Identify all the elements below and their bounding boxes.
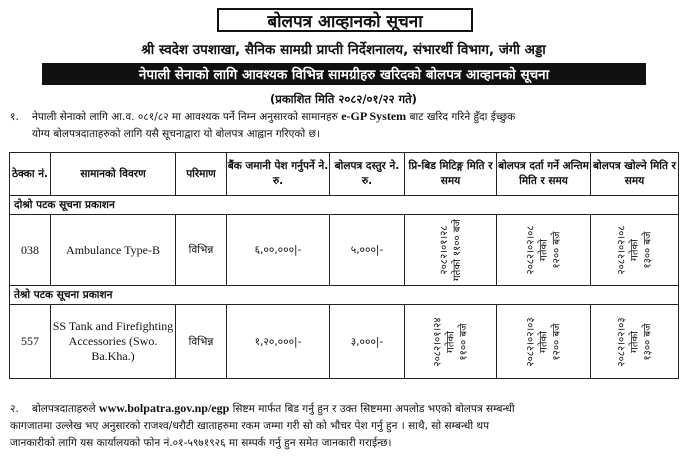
notice-banner — [42, 63, 646, 85]
prebid-date: २०८२।०१।२४ — [432, 316, 443, 367]
paragraph-2-text-after: सिष्टम मार्फत बिड गर्नु हुन र उक्त सिष्टममा अपलोड भएको बोलपत्र सम्बन्धी — [232, 403, 515, 415]
item-description: SS Tank and Firefighting Accessories (Swo. Ba.Kha.) — [51, 305, 176, 379]
item-description: Ambulance Type-B — [51, 215, 176, 286]
submission-deadline — [497, 215, 591, 286]
notice-title — [217, 8, 473, 32]
prebid-date: २०८२।०१।२८ — [438, 225, 450, 275]
opening-day: गतेको — [629, 239, 640, 261]
paragraph-1-line-1 — [10, 108, 677, 126]
header-opening-date: बोलपत्र खोल्ने मिति र समय — [591, 153, 679, 196]
paragraph-1 — [10, 108, 677, 143]
paragraph-2-line-1 — [10, 400, 677, 418]
opening-date — [591, 305, 679, 379]
opening-date-value: २०८२।०२।०८ — [616, 225, 627, 275]
section-row — [10, 286, 679, 305]
notice-title-text: बोलपत्र आव्हानको सूचना — [267, 11, 423, 32]
opening-time: १३०० बजे — [642, 322, 653, 361]
deadline-day: गतेको — [538, 330, 549, 353]
prebid-day: गतेको — [445, 330, 456, 353]
table-header-row — [10, 153, 679, 196]
opening-date-value: २०८२।०२।०३ — [616, 316, 627, 367]
prebid-time: गतेको ११०० बजे — [451, 219, 463, 281]
header-prebid-meeting: प्रि-बिड मिटिङ्ग मिति र समय — [405, 153, 497, 196]
bank-guarantee: ६,००,०००|- — [227, 215, 330, 286]
prebid-time: ११०० बजे — [458, 322, 469, 361]
deadline-time: १२०० बजे — [551, 231, 562, 269]
published-date: (प्रकाशित मिति २०८२/०१/२२ गते) — [270, 92, 417, 106]
paragraph-2-text-before: बोलपत्रदाताहरुले — [32, 403, 96, 415]
office-subtitle: श्री स्वदेश उपशाखा, सैनिक सामग्री प्राप्ती निर्देशनालय, संभारर्थी विभाग, जंगी अड्डा — [141, 42, 546, 58]
deadline-date: २०८२।०२।०३ — [525, 316, 536, 367]
contract-no: 557 — [10, 305, 51, 379]
opening-day: गतेको — [629, 330, 640, 353]
tender-table — [9, 152, 679, 379]
header-contract-no: ठेक्का नं. — [10, 153, 51, 196]
section-label: तेश्रो पटक सूचना प्रकाशन — [10, 286, 679, 305]
deadline-day: गतेको — [538, 239, 549, 261]
egp-system-label: e-GP System — [341, 109, 407, 123]
header-bid-fee: बोलपत्र दस्तुर ने. रु. — [330, 153, 405, 196]
bid-fee: ३,०००|- — [330, 305, 405, 379]
deadline-time: १२०० बजे — [551, 322, 562, 361]
prebid-meeting — [405, 215, 497, 286]
quantity: विभिन्न — [176, 305, 227, 379]
paragraph-1-number: १. — [10, 111, 19, 123]
bid-fee: ५,०००|- — [330, 215, 405, 286]
header-quantity: परिमाण — [176, 153, 227, 196]
notice-banner-text: नेपाली सेनाको लागि आवश्यक विभिन्न सामग्रीहरु खरिदको बोलपत्र आव्हानको सूचना — [138, 67, 550, 83]
bank-guarantee: १,२०,०००|- — [227, 305, 330, 379]
paragraph-1-text-before: नेपाली सेनाको लागि आ.व. ०८१/८२ मा आवश्यक पर्ने निम्न अनुसारको सामानहरु — [32, 111, 338, 123]
paragraph-1-line-2: योग्य बोलपत्रदाताहरुको लागि यसै सूचनाद्वारा यो बोलपत्र आह्वान गरिएको छ। — [32, 128, 320, 140]
header-description: सामानको विवरण — [51, 153, 176, 196]
paragraph-2 — [10, 400, 677, 452]
section-label: दोश्रो पटक सूचना प्रकाशन — [10, 196, 679, 215]
paragraph-2-number: २. — [10, 403, 19, 415]
paragraph-2-line-3: जानकारीको लागि यस कार्यालयको फोन नं.०१-५९७१९२६ मा सम्पर्क गर्नु हुन समेत जानकारी गराईन्छ। — [10, 437, 392, 449]
bolpatra-url-link[interactable]: www.bolpatra.gov.np/egp — [98, 401, 230, 415]
submission-deadline — [497, 305, 591, 379]
opening-time: १३०० बजे — [642, 231, 653, 269]
table-row — [10, 215, 679, 286]
header-submission-deadline: बोलपत्र दर्ता गर्ने अन्तिम मिति र समय — [497, 153, 591, 196]
paragraph-2-line-2: कागजातमा उल्लेख भए अनुसारको राजश्व/धरौटी खाताहरुमा रकम जम्मा गरी सो को भौचर पेश गर्नु हुन । साथै, सो सम्बन्धी थप — [10, 420, 490, 432]
header-bank-guarantee: बैंक जमानी पेश गर्नुपर्ने ने. रु. — [227, 153, 330, 196]
section-row — [10, 196, 679, 215]
table-row — [10, 305, 679, 379]
opening-date — [591, 215, 679, 286]
paragraph-1-text-after: बाट खरिद गरिने हुँदा ईच्छुक — [409, 111, 516, 123]
quantity: विभिन्न — [176, 215, 227, 286]
prebid-meeting — [405, 305, 497, 379]
contract-no: 038 — [10, 215, 51, 286]
deadline-date: २०८२।०२।०८ — [525, 225, 536, 275]
